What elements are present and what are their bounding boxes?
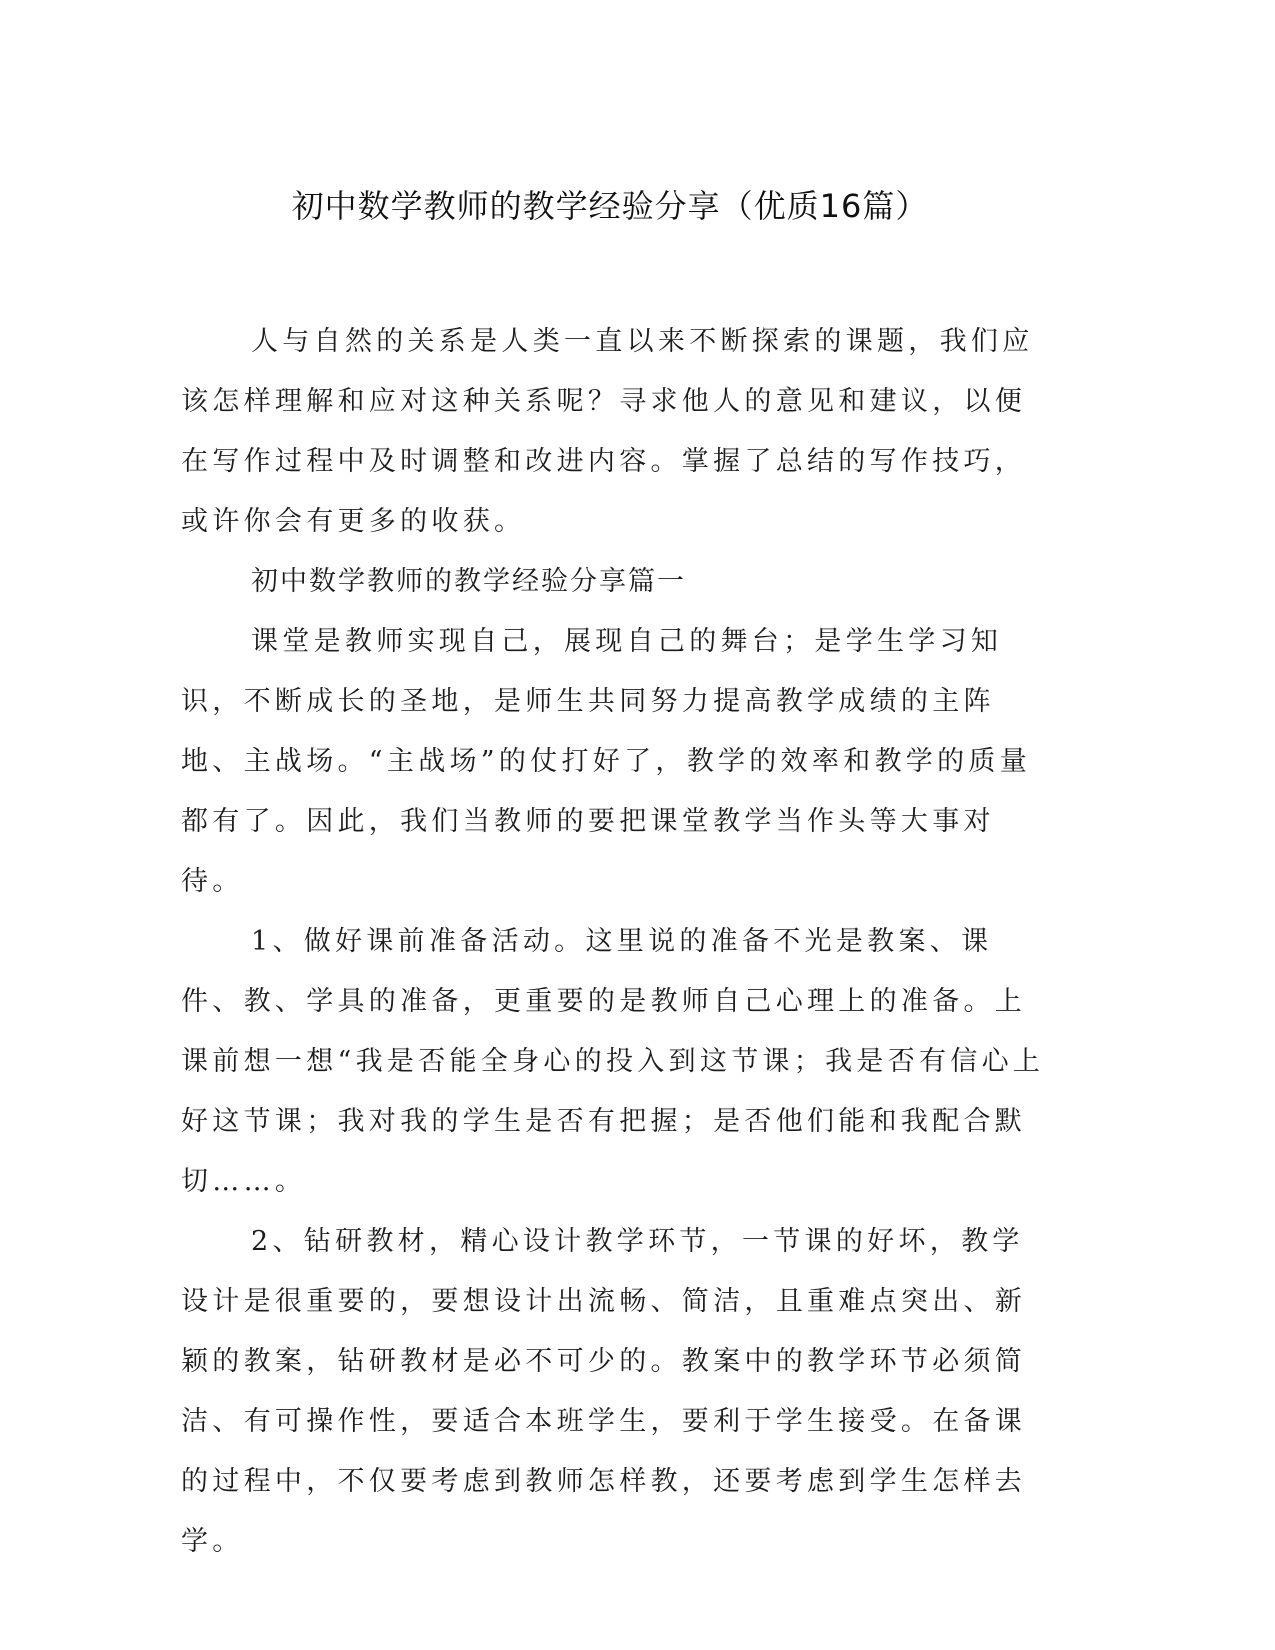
section-heading: 初中数学教师的教学经验分享篇一 <box>251 566 686 597</box>
document-title: 初中数学教师的教学经验分享（优质16篇） <box>291 187 929 225</box>
body-paragraph: 课堂是教师实现自己，展现自己的舞台；是学生学习知识，不断成长的圣地，是师生共同努力提高教学成绩的主阵地、主战场。“主战场”的仗打好了，教学的效率和教学的质量都有了。因此，我们当教师的要把课堂教学当作头等大事对待。 <box>181 626 1032 897</box>
intro-paragraph: 人与自然的关系是人类一直以来不断探索的课题，我们应该怎样理解和应对这种关系呢？寻求他人的意见和建议，以便在写作过程中及时调整和改进内容。掌握了总结的写作技巧，或许你会有更多的收获。 <box>181 326 1034 537</box>
document-body <box>181 312 1051 1572</box>
body-paragraph: 1、做好课前准备活动。这里说的准备不光是教案、课件、教、学具的准备，更重要的是教师自己心理上的准备。上课前想一想“我是否能全身心的投入到这节课；我是否有信心上好这节课；我对我的学生是否有把握；是否他们能和我配合默切……。 <box>181 926 1045 1197</box>
body-paragraph: 2、钻研教材，精心设计教学环节，一节课的好坏，教学设计是很重要的，要想设计出流畅、简洁，且重难点突出、新颖的教案，钻研教材是必不可少的。教案中的教学环节必须简洁、有可操作性，要适合本班学生，要利于学生接受。在备课的过程中，不仅要考虑到教师怎样教，还要考虑到学生怎样去学。 <box>181 1226 1027 1557</box>
